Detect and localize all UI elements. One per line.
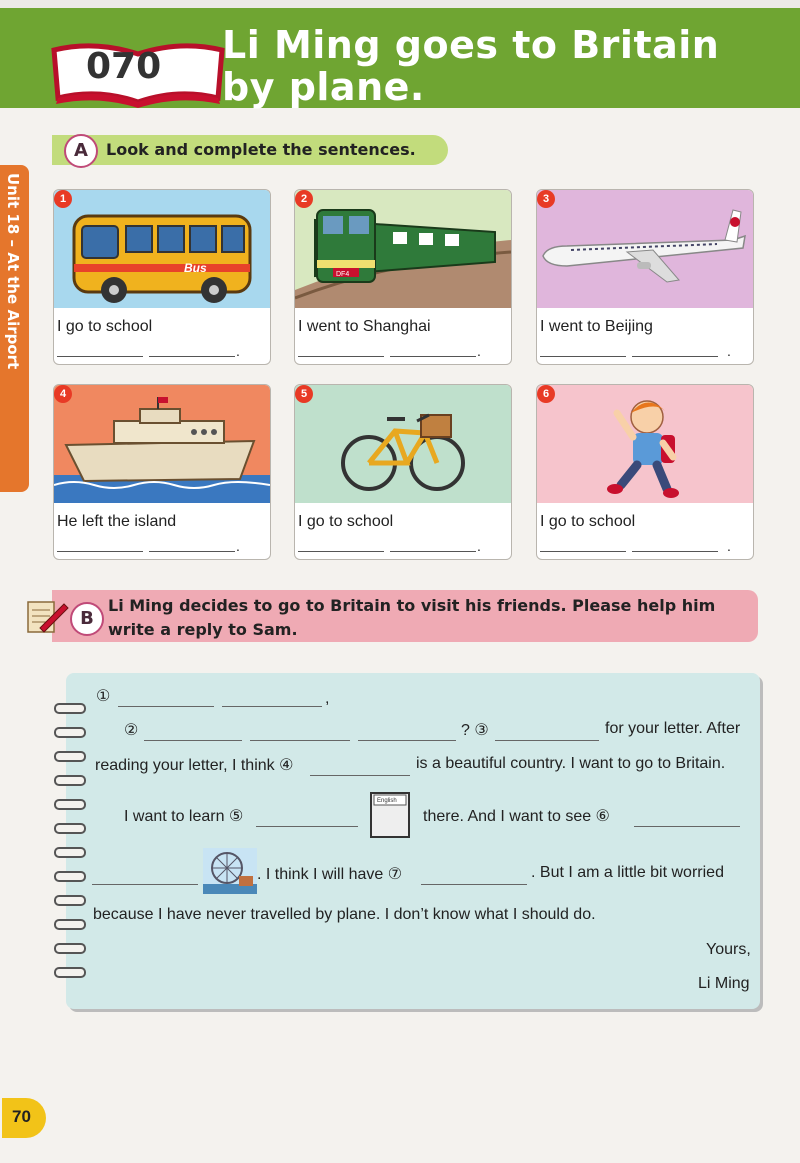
letter-signature: Li Ming (698, 975, 750, 992)
item-caption: He left the island (57, 513, 177, 530)
item-number: 4 (54, 385, 72, 403)
answer-blank[interactable] (298, 551, 384, 552)
binder-ring (54, 751, 86, 762)
letter-blank-3[interactable] (495, 740, 599, 741)
exercise-card-5: 5 I go to school . (294, 384, 512, 560)
letter-blank-6[interactable] (634, 826, 740, 827)
unit-side-tab (0, 165, 29, 492)
lesson-number: 070 (86, 46, 162, 87)
answer-blank[interactable] (540, 551, 626, 552)
letter-blank-4[interactable] (310, 775, 410, 776)
walking-boy-icon (537, 385, 753, 503)
binder-ring (54, 775, 86, 786)
letter-blank-6[interactable] (92, 884, 198, 885)
item-caption: I go to school (57, 318, 153, 335)
binder-ring (54, 895, 86, 906)
ship-icon (54, 385, 270, 503)
unit-label: Unit 18 – At the Airport (4, 173, 22, 370)
blank-marker-1: ① (96, 688, 111, 705)
letter-blank-2[interactable] (250, 740, 350, 741)
item-number: 3 (537, 190, 555, 208)
item-caption: I went to Shanghai (298, 318, 431, 335)
section-b-instruction: Li Ming decides to go to Britain to visit his friends. Please help him write a reply to Sam. (108, 596, 716, 639)
svg-text:DF4: DF4 (336, 271, 350, 278)
london-eye-icon (203, 848, 257, 894)
exercise-card-2: DF4 2 I went to Shanghai . (294, 189, 512, 365)
binder-ring (54, 823, 86, 834)
binder-ring (54, 871, 86, 882)
writing-notebook-icon (26, 598, 72, 634)
item-caption: I went to Beijing (540, 318, 653, 335)
exercise-card-6: 6 I go to school . (536, 384, 754, 560)
answer-blank[interactable] (149, 551, 235, 552)
binder-ring (54, 799, 86, 810)
airplane-icon (537, 190, 753, 308)
letter-blank-5[interactable] (256, 826, 358, 827)
english-book-icon (370, 792, 410, 838)
exercise-card-1: Bus 1 I go to school . (53, 189, 271, 365)
answer-blank[interactable] (632, 356, 718, 357)
bicycle-icon (295, 385, 511, 503)
letter-blank-1[interactable] (118, 706, 214, 707)
exercise-card-4: 4 He left the island . (53, 384, 271, 560)
letter-blank-1[interactable] (222, 706, 322, 707)
item-number: 1 (54, 190, 72, 208)
item-caption: I go to school (298, 513, 394, 530)
binder-ring (54, 943, 86, 954)
letter-blank-2[interactable] (144, 740, 242, 741)
binder-ring (54, 727, 86, 738)
letter-closing: Yours, (706, 941, 751, 958)
section-b-letter: B (70, 602, 104, 636)
lesson-header (0, 0, 800, 108)
answer-blank[interactable] (632, 551, 718, 552)
binder-ring (54, 919, 86, 930)
item-number: 6 (537, 385, 555, 403)
svg-text:English: English (377, 798, 397, 804)
item-number: 2 (295, 190, 313, 208)
bus-sign: Bus (184, 261, 207, 275)
binder-ring (54, 967, 86, 978)
blank-marker-2: ② (124, 722, 139, 739)
bus-icon (54, 190, 270, 308)
binder-ring (54, 703, 86, 714)
item-number: 5 (295, 385, 313, 403)
letter-blank-7[interactable] (421, 884, 527, 885)
answer-blank[interactable] (540, 356, 626, 357)
exercise-card-3: 3 I went to Beijing . (536, 189, 754, 365)
item-caption: I go to school (540, 513, 636, 530)
answer-blank[interactable] (390, 551, 476, 552)
answer-blank[interactable] (57, 551, 143, 552)
section-a-letter: A (64, 134, 98, 168)
letter-blank-2[interactable] (358, 740, 456, 741)
answer-blank[interactable] (298, 356, 384, 357)
train-icon (295, 190, 511, 308)
lesson-title: Li Ming goes to Britain by plane. (222, 23, 720, 109)
answer-blank[interactable] (149, 356, 235, 357)
section-a-instruction: Look and complete the sentences. (106, 140, 416, 159)
binder-ring (54, 847, 86, 858)
page-number: 70 (12, 1107, 31, 1126)
answer-blank[interactable] (57, 356, 143, 357)
answer-blank[interactable] (390, 356, 476, 357)
page-number-badge (2, 1098, 46, 1138)
